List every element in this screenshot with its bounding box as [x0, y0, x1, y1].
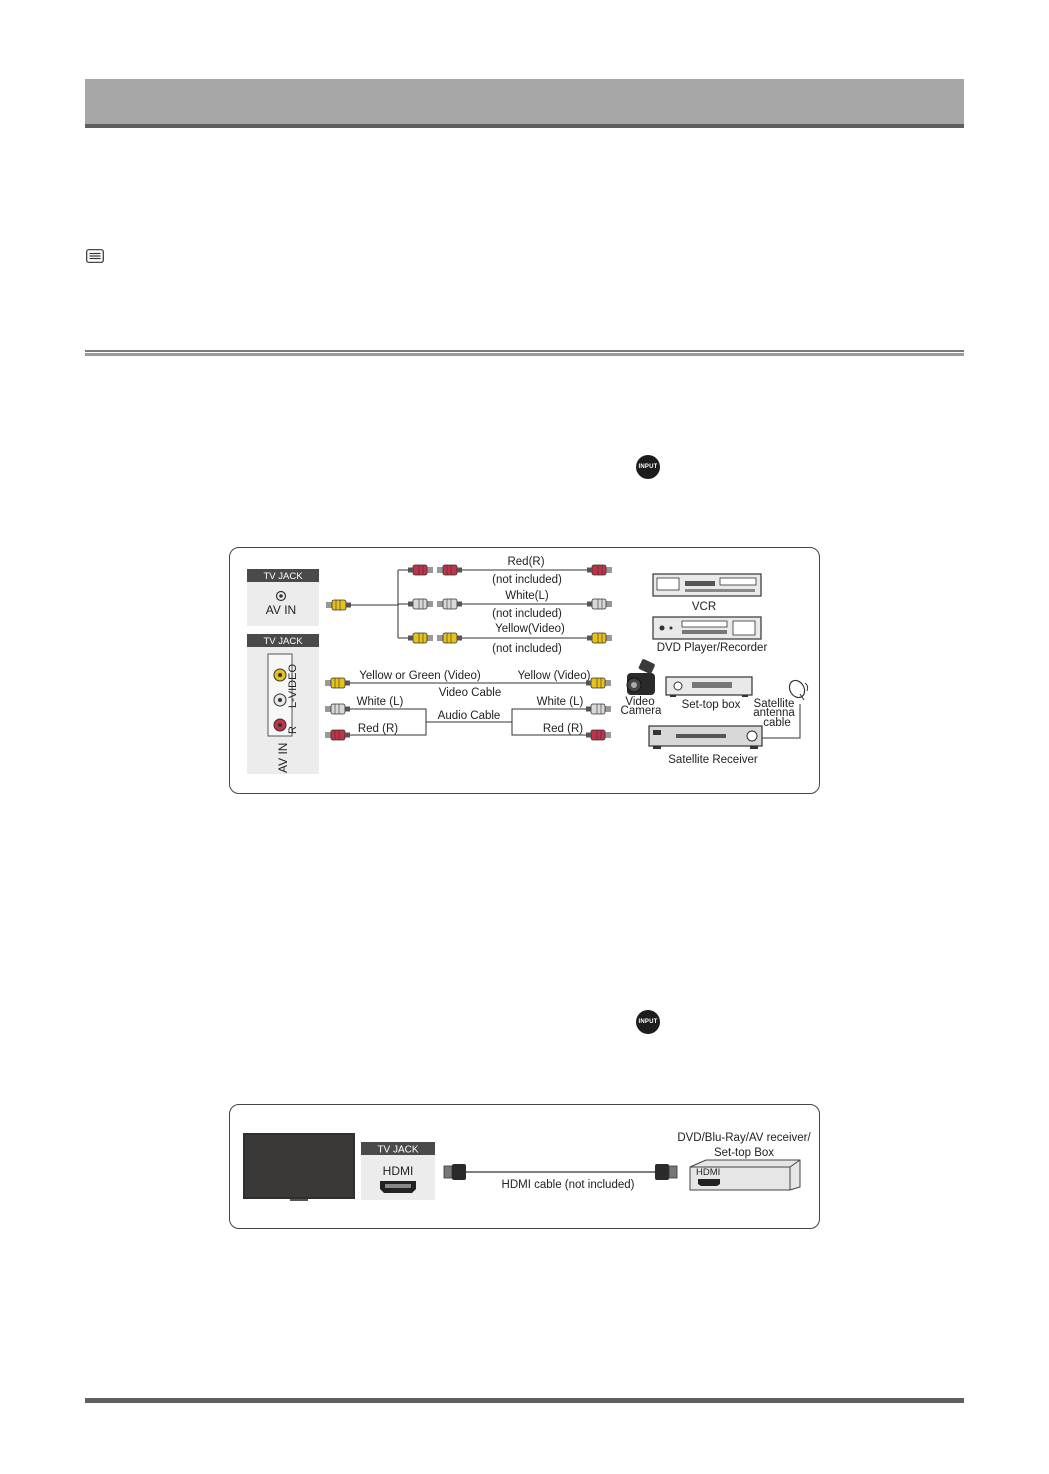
- not-included-label: (not included): [492, 574, 562, 586]
- set-top-box-icon: [666, 677, 752, 697]
- satellite-label: Satellite: [753, 698, 795, 710]
- dvd-player-icon: [653, 617, 761, 639]
- satellite-dish-icon: [786, 678, 807, 701]
- device-label: Set-top Box: [713, 1147, 775, 1159]
- av-receiver-box-icon: [690, 1160, 800, 1190]
- vcr-icon: [653, 574, 761, 596]
- vcr-label: VCR: [691, 601, 717, 613]
- input-button-icon: INPUT: [636, 1010, 660, 1034]
- set-top-box-label: Set-top box: [681, 699, 741, 711]
- red-r-right-label: Red (R): [542, 723, 584, 735]
- footer-rule: [85, 1398, 964, 1403]
- tv-jack-label: TV JACK: [377, 1144, 419, 1156]
- hdmi-connection-diagram: [229, 1104, 820, 1229]
- hdmi-port-label: HDMI: [382, 1164, 414, 1178]
- tv-jack-panel-top: [247, 569, 319, 626]
- yellow-video-right-label: Yellow (Video): [517, 670, 591, 682]
- audio-cable-label: Audio Cable: [437, 710, 501, 722]
- video-camera-icon: [627, 659, 655, 695]
- white-l-label: White(L): [505, 590, 549, 602]
- red-r-left-label: Red (R): [357, 723, 399, 735]
- av-in-label: AV IN: [265, 603, 297, 617]
- tv-jack-label: TV JACK: [263, 571, 303, 582]
- note-icon: [86, 249, 104, 263]
- white-l-left-label: White (L): [356, 696, 404, 708]
- av-in-vertical-label: AV IN: [276, 742, 290, 773]
- video-camera-label: Camera: [620, 705, 662, 717]
- yellow-or-green-label: Yellow or Green (Video): [359, 670, 481, 682]
- not-included-label: (not included): [492, 608, 562, 620]
- av-connection-diagram: [229, 547, 820, 794]
- tv-jack-label: TV JACK: [263, 636, 303, 647]
- device-hdmi-port-label: HDMI: [696, 1167, 721, 1178]
- white-l-right-label: White (L): [536, 696, 584, 708]
- device-label: DVD/Blu-Ray/AV receiver/: [677, 1132, 811, 1144]
- tv-icon: [243, 1133, 355, 1201]
- header-band: [85, 79, 964, 125]
- satellite-label: antenna: [753, 707, 795, 719]
- device-hdmi-port-icon: [698, 1179, 720, 1186]
- satellite-label: cable: [763, 717, 791, 729]
- l-video-label: L-VIDEO: [287, 663, 299, 708]
- header-rule: [85, 124, 964, 128]
- not-included-label: (not included): [492, 643, 562, 655]
- section-rule: [85, 350, 964, 356]
- dvd-player-label: DVD Player/Recorder: [656, 642, 768, 654]
- satellite-receiver-label: Satellite Receiver: [668, 754, 758, 766]
- hdmi-cable: [444, 1164, 677, 1180]
- r-label: R: [287, 726, 299, 734]
- av-splitter-cable: [326, 565, 612, 643]
- red-r-label: Red(R): [507, 556, 545, 568]
- hdmi-cable-label: HDMI cable (not included): [501, 1179, 635, 1191]
- yellow-video-label: Yellow(Video): [495, 623, 565, 635]
- video-cable-label: Video Cable: [438, 687, 502, 699]
- tv-jack-panel-bottom: [247, 634, 319, 774]
- tv-jack-hdmi-panel: [361, 1142, 435, 1200]
- input-button-icon: INPUT: [636, 455, 660, 479]
- video-camera-label: Video: [625, 696, 655, 708]
- satellite-receiver-icon: [649, 726, 762, 749]
